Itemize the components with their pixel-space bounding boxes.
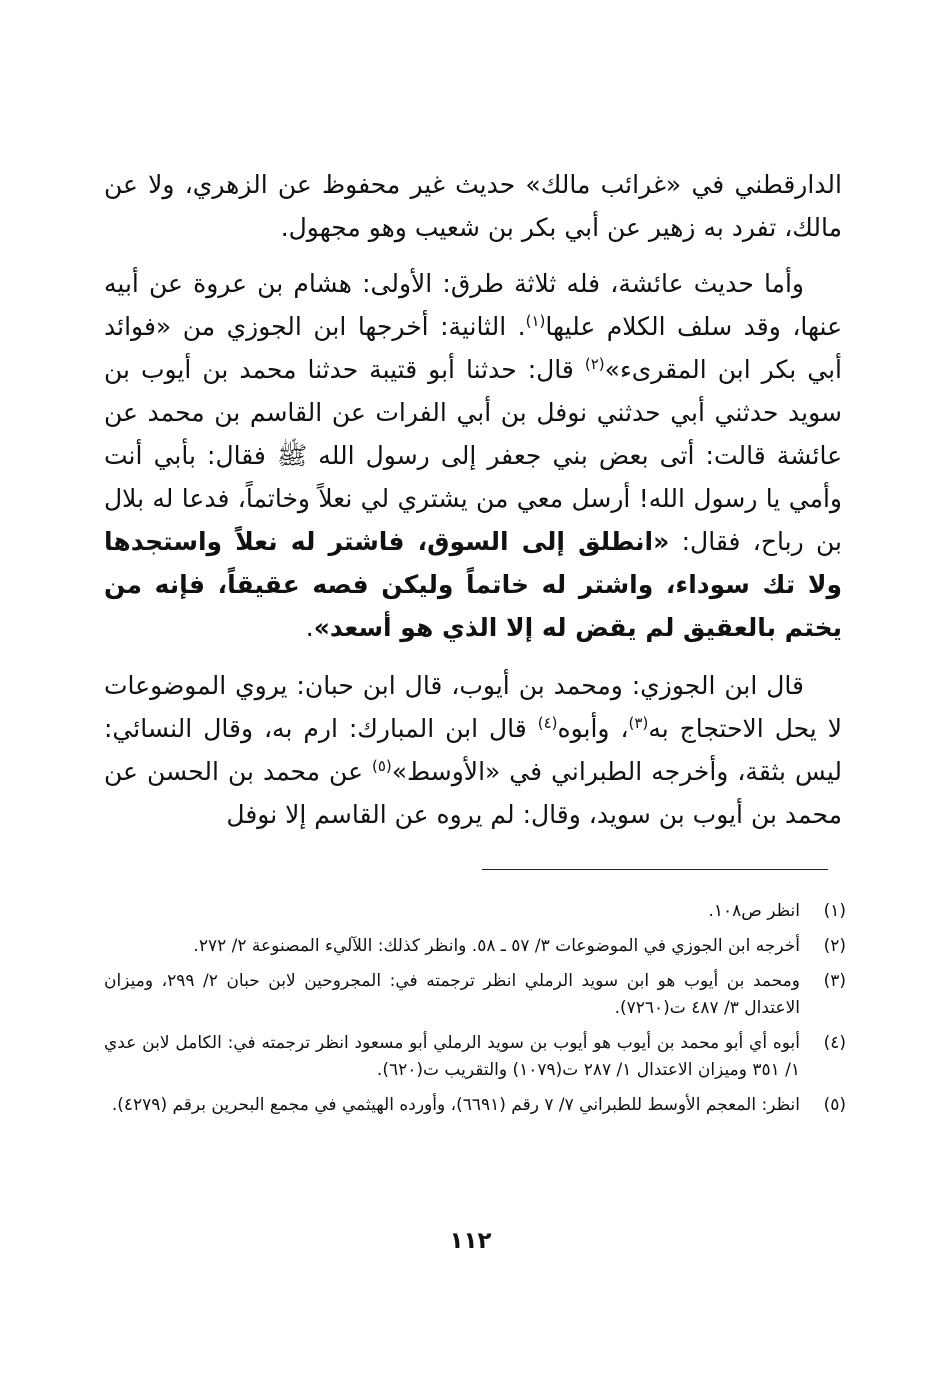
footnote-2 xyxy=(104,933,846,960)
footnote-ref-1[interactable]: (١) xyxy=(525,312,546,330)
footnote-text: انظر ص١٠٨. xyxy=(708,901,800,921)
footnote-ref-5[interactable]: (٥) xyxy=(371,757,392,775)
paragraph-3-text-c: قال ابن المبارك: ارم به، وقال النسائي: ليس بثقة، وأخرجه الطبراني في «الأوسط» xyxy=(104,714,842,786)
footnotes xyxy=(104,898,846,1127)
paragraph-2-text-a: وأما حديث عائشة، فله ثلاثة طرق: الأولى: هشام بن عروة عن أبيه عنها، وقد سلف الكلام عليها xyxy=(104,269,842,341)
paragraph-2-text-b: . الثانية: أخرجها ابن الجوزي من «فوائد أبي بكر ابن المقرىء» xyxy=(104,312,842,384)
footnote-text: انظر: المعجم الأوسط للطبراني ٧/ ٧ رقم (٦٦٩١)، وأورده الهيثمي في مجمع البحرين برقم (٤٢٧٩). xyxy=(111,1095,800,1115)
footnote-number: (١) xyxy=(823,901,846,921)
page-number: ١١٢ xyxy=(449,1228,492,1254)
footnote-1 xyxy=(104,898,846,925)
footnote-ref-3[interactable]: (٣) xyxy=(628,714,649,732)
footnote-number: (٣) xyxy=(823,971,846,991)
paragraph-3-text-b: ، وأبوه xyxy=(557,714,629,743)
paragraph-2 xyxy=(104,262,842,649)
paragraph-2-text-c: قال: حدثنا أبو قتيبة حدثنا محمد بن أيوب بن سويد حدثني أبي حدثني نوفل بن أبي الفرات عن القاسم بن محمد عن عائشة قالت: أتى بعض بني جعفر إلى رسول الله ﷺ فقال: بأبي أنت وأمي يا رسول الله! أرسل معي من يشتري لي نعلاً وخاتماً، فدعا له بلال بن رباح، فقال: xyxy=(104,355,842,556)
footnote-number: (٥) xyxy=(823,1095,846,1115)
footnote-5 xyxy=(104,1092,846,1119)
footnote-ref-2[interactable]: (٢) xyxy=(584,355,605,373)
paragraph-3-text-d: عن محمد بن الحسن عن محمد بن أيوب بن سويد، وقال: لم يروه عن القاسم إلا نوفل xyxy=(104,757,842,829)
paragraph-3 xyxy=(104,664,842,836)
footnote-ref-4[interactable]: (٤) xyxy=(537,714,558,732)
paragraph-2-end: . xyxy=(305,613,314,642)
footnote-3 xyxy=(104,968,846,1022)
footnote-text: أبوه أي أبو محمد بن أيوب هو أيوب بن سويد الرملي أبو مسعود انظر ترجمته في: الكامل لابن عدي ١/ ٣٥١ وميزان الاعتدال ١/ ٢٨٧ ت(١٠٧٩) والتقريب ت(٦٢٠). xyxy=(104,1033,800,1080)
paragraph-3-text-a: قال ابن الجوزي: ومحمد بن أيوب، قال ابن حبان: يروي الموضوعات لا يحل الاحتجاج به xyxy=(104,671,842,743)
paragraph-1 xyxy=(104,163,842,249)
hadith-quote-bold: «انطلق إلى السوق، فاشتر له نعلاً واستجدها ولا تك سوداء، واشتر له خاتماً وليكن فصه عقيقاً، فإنه من يختم بالعقيق لم يقض له إلا الذي هو أسعد» xyxy=(104,527,842,642)
footnote-text: ومحمد بن أيوب هو ابن سويد الرملي انظر ترجمته في: المجروحين لابن حبان ٢/ ٢٩٩، وميزان الاعتدال ٣/ ٤٨٧ ت(٧٢٦٠). xyxy=(104,971,800,1018)
footnote-number: (٤) xyxy=(823,1033,846,1053)
footnote-number: (٢) xyxy=(823,936,846,956)
footnote-separator xyxy=(482,869,828,870)
footnote-4 xyxy=(104,1030,846,1084)
paragraph-1-text: الدارقطني في «غرائب مالك» حديث غير محفوظ عن الزهري، ولا عن مالك، تفرد به زهير عن أبي بكر بن شعيب وهو مجهول. xyxy=(104,170,842,242)
footnote-text: أخرجه ابن الجوزي في الموضوعات ٣/ ٥٧ ـ ٥٨. وانظر كذلك: اللآليء المصنوعة ٢/ ٢٧٢. xyxy=(193,936,800,956)
